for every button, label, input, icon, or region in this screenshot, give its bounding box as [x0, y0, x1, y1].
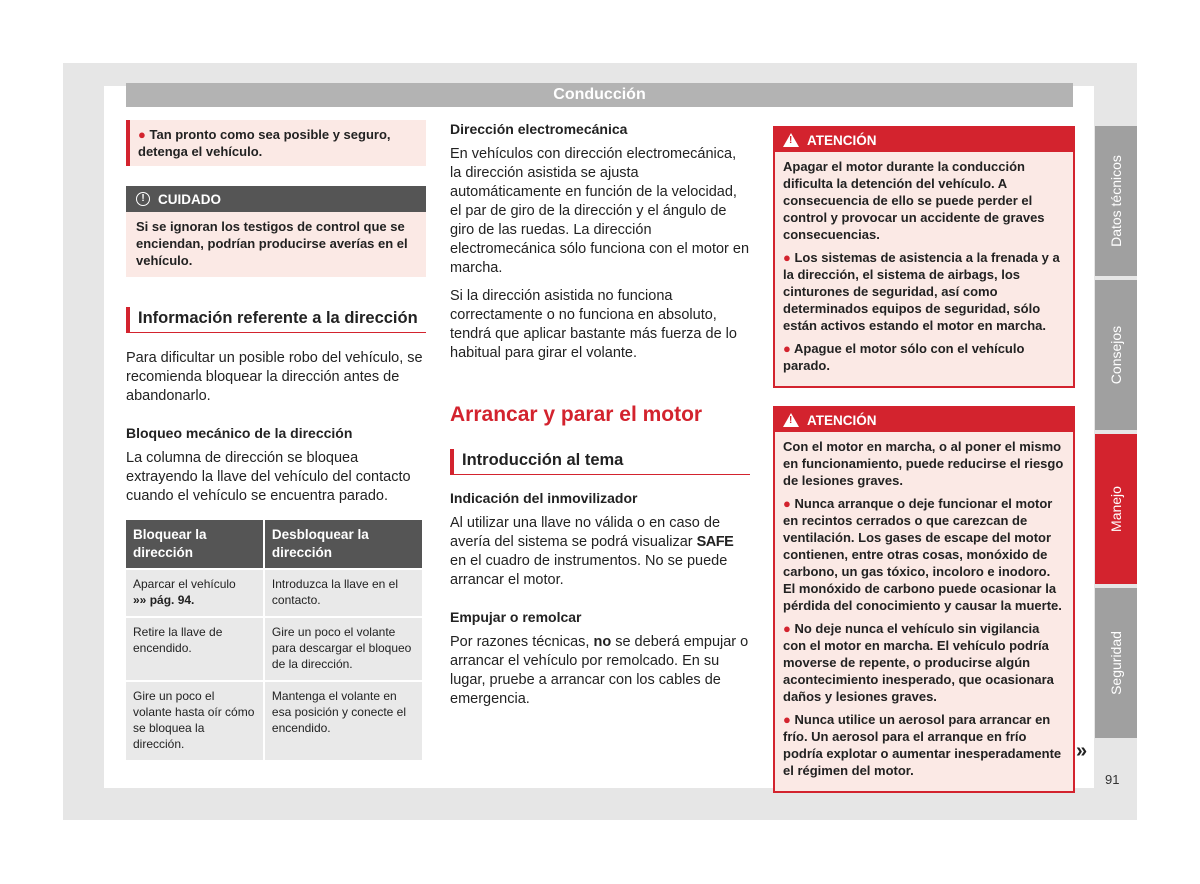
warning-bullet: ● Los sistemas de asistencia a la frenada y a la dirección, el sistema de airbags, los cinturones de seguridad, así como determinados equipos de seguridad, sólo están activos estando el motor en marcha. [783, 250, 1060, 333]
ems-paragraph-2: Si la dirección asistida no funciona correctamente o no funciona en absoluto, tendrá que aplicar bastante más fuerza de lo habitual para girar el volante. [450, 288, 737, 361]
safe-indicator: SAFE [696, 534, 734, 550]
immo-title: Indicación del inmovilizador [450, 490, 638, 506]
column-middle [450, 120, 750, 718]
chapter-header: Conducción [126, 83, 1073, 107]
table-cell: Introduzca la llave en el contacto. [265, 570, 422, 616]
steering-table [124, 518, 424, 762]
warning-label: ATENCIÓN [807, 412, 877, 428]
section-title-steering: Información referente a la dirección [126, 307, 426, 333]
steering-intro: Para dificultar un posible robo del vehículo, se recomienda bloquear la dirección antes de abandonarlo. [126, 350, 423, 404]
table-row [126, 618, 422, 680]
tab-manejo[interactable]: Manejo [1095, 434, 1137, 584]
table-header: Bloquear la dirección [126, 520, 263, 568]
tab-consejos[interactable]: Consejos [1095, 280, 1137, 430]
table-cell: Retire la llave de encendido. [126, 618, 263, 680]
lock-text: La columna de dirección se bloquea extrayendo la llave del vehículo del contacto cuando el vehículo se encuentra parado. [126, 450, 411, 504]
section-title-intro: Introducción al tema [450, 449, 750, 475]
warning-box [773, 126, 1075, 388]
lock-title: Bloqueo mecánico de la dirección [126, 425, 353, 441]
warning-header [775, 128, 1073, 152]
table-cell: Gire un poco el volante hasta oír cómo se bloquea la dirección. [126, 682, 263, 760]
chapter-title: Arrancar y parar el motor [450, 403, 703, 426]
warning-bullet: ● Nunca arranque o deje funcionar el motor en recintos cerrados o que carezcan de ventilación. Los gases de escape del motor contienen, entre otras cosas, monóxido de carbono, un gas tóxico, incoloro e inodoro. El monóxido de carbono puede ocasionar la pérdida del conocimiento y causar la muerte. [783, 496, 1062, 613]
warning-bullet: ● Apague el motor sólo con el vehículo parado. [783, 341, 1025, 373]
table-cell: Gire un poco el volante para descargar el bloqueo de la dirección. [265, 618, 422, 680]
caution-box [126, 186, 426, 277]
table-cell: Aparcar el vehículo »» pág. 94. [126, 570, 263, 616]
warning-bullet: ● No deje nunca el vehículo sin vigilancia con el motor en marcha. El vehículo podría moverse de repente, o producirse algún acontecimiento inesperado, que ocasionara daños y lesiones graves. [783, 621, 1054, 704]
warning-body [775, 432, 1073, 791]
table-header: Desbloquear la dirección [265, 520, 422, 568]
info-icon: ! [136, 192, 150, 206]
warning-triangle-icon: ! [783, 133, 799, 147]
push-text: Por razones técnicas, no se deberá empujar o arrancar el vehículo por remolcado. En su lugar, pruebe a arrancar con los cables de emergencia. [450, 634, 749, 707]
bullet-icon: ● [138, 127, 146, 142]
warning-body [775, 152, 1073, 386]
warning-triangle-icon: ! [783, 413, 799, 427]
warning-intro: Con el motor en marcha, o al poner el mismo en funcionamiento, puede reducirse el riesgo de lesiones graves. [783, 439, 1064, 488]
warning-box [773, 406, 1075, 793]
caution-text: Si se ignoran los testigos de control que se enciendan, podrían producirse averías en el vehículo. [136, 219, 408, 268]
warning-bullet: ● Nunca utilice un aerosol para arrancar en frío. Un aerosol para el arranque en frío podría explotar o aumentar inesperadamente el régimen del motor. [783, 712, 1062, 778]
page-ref-arrow: »» [133, 593, 147, 607]
bullet-note [126, 120, 426, 166]
ems-title: Dirección electromecánica [450, 121, 628, 137]
page-ref-link[interactable]: pág. 94. [149, 593, 195, 607]
caution-label: CUIDADO [158, 191, 221, 207]
warning-intro: Apagar el motor durante la conducción dificulta la detención del vehículo. A consecuencia de ello se puede perder el control y provocar un accidente de graves consecuencias. [783, 159, 1045, 242]
caution-header [126, 186, 426, 212]
immo-text: Al utilizar una llave no válida o en caso de avería del sistema se podrá visualizar SAFE en el cuadro de instrumentos. No se puede arrancar el motor. [450, 515, 734, 588]
push-title: Empujar o remolcar [450, 609, 582, 625]
continue-icon: » [1076, 740, 1088, 762]
table-row [126, 570, 422, 616]
table-cell: Mantenga el volante en esa posición y conecte el encendido. [265, 682, 422, 760]
page-number: 91 [1105, 772, 1120, 787]
column-left [126, 120, 426, 762]
warning-header [775, 408, 1073, 432]
tab-datos-tecnicos[interactable]: Datos técnicos [1095, 126, 1137, 276]
tab-seguridad[interactable]: Seguridad [1095, 588, 1137, 738]
bullet-text: Tan pronto como sea posible y seguro, detenga el vehículo. [138, 127, 391, 159]
ems-paragraph-1: En vehículos con dirección electromecánica, la dirección asistida se ajusta automáticamente en función de la velocidad, el par de giro de la dirección y el ángulo de giro de las ruedas. La dirección electromecánica sólo funciona con el motor en marcha. [450, 146, 750, 276]
warning-label: ATENCIÓN [807, 132, 877, 148]
table-row [126, 682, 422, 760]
column-right [773, 126, 1075, 811]
